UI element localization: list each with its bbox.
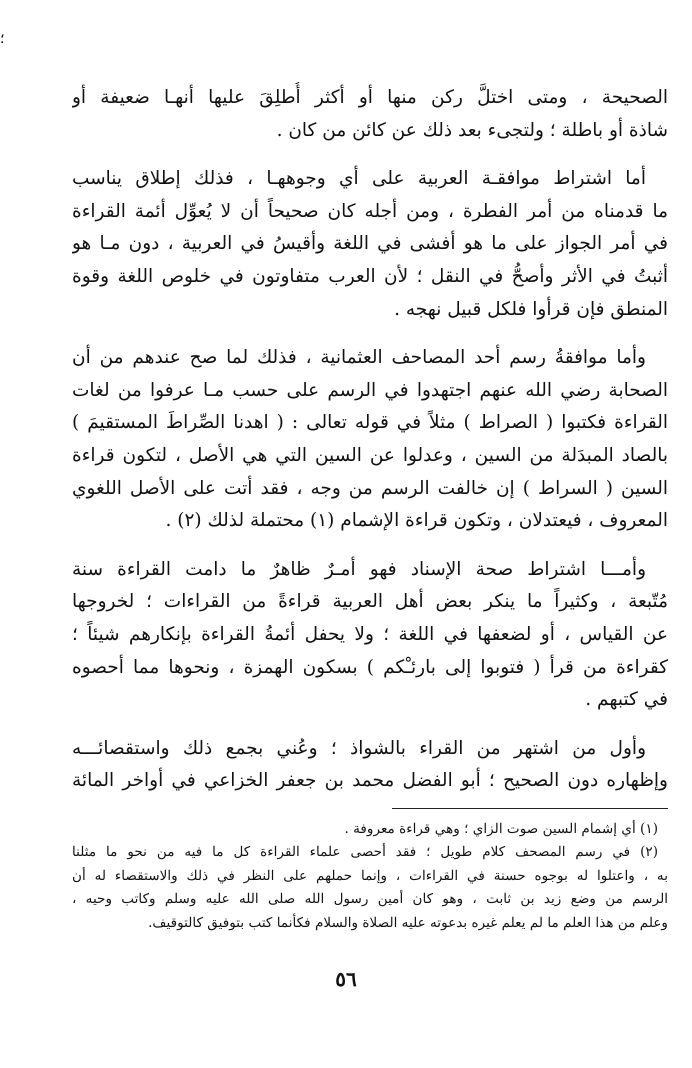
paragraph-gap [72, 147, 668, 163]
page-number: ٥٦ [335, 967, 357, 991]
body-text-line: المنطق فإن قرأوا فلكل قبيل نهجه . [394, 298, 668, 320]
body-text-line: في كتبهم . [585, 689, 668, 711]
body-text-line: شاذة أو باطلة ؛ ولتجىء بعد ذلك عن كائن من كان . [276, 119, 668, 141]
body-text-line: الصحيحة ، ومتى اختلَّ ركن منها أو أكثر أُطلِقَ عليها أنهـا ضعيفة أو [72, 87, 668, 108]
margin-mark: ؛ [0, 31, 5, 47]
body-text-line: في أمر الجواز على ما هو أفشى في اللغة وأقيسُ في العربية ، دون مـا هو [72, 233, 668, 255]
body-text-line: بالصاد المبدَلة من السين ، وعدلوا عن السين التي هي الأصل ، لتكون قراءة [72, 444, 668, 466]
body-text-line: المعروف ، فيعتدلان ، وتكون قراءة الإشمام (١) محتملة لذلك (٢) . [165, 510, 668, 532]
body-text-line: مُتّبعة ، وكثيراً ما ينكر بعض أهل العربية قراءةً من القراءات ؛ لخروجها [72, 591, 668, 613]
body-text-line: عن القياس ، أو لضعفها في اللغة ؛ ولا يحفل أئمةُ القراءة بإنكارهم شيئاً ؛ [72, 623, 668, 645]
body-text-line: الصحابة رضي الله عنهم اجتهدوا في الرسم على حسب مـا عرفوا من لغات [72, 379, 668, 401]
footnote-separator-rule [392, 808, 668, 809]
footnote-line: (١) أي إشمام السين صوت الزاي ؛ وهي قراءة معروفة . [344, 821, 658, 837]
body-text-line: وإظهاره دون الصحيح ؛ أبو الفضل محمد بن جعفر الخزاعي في أواخر المائة [72, 770, 668, 792]
footnotes-section [72, 818, 668, 935]
body-text-line: كقراءة من قرأ ( فتوبوا إلى بارئـْكم ) بسكون الهمزة ، ونحوها مما أحصوه [72, 656, 668, 678]
paragraph-gap [72, 326, 668, 342]
body-text-line: ما قدمناه من أمر الفطرة ، ومن أجله كان صحيحاً أن لا يُعوِّل أئمة القراءة [72, 200, 668, 222]
body-text-line: السين ( السراط ) إن خالفت الرسم من وجه ، فقد أتت على الأصل اللغوي [72, 477, 668, 499]
footnote-line: وعلم من هذا العلم ما لم يعلم غيره بدعوته عليه الصلاة والسلام فكأنما كتب بتوفيق كالتوقيف. [148, 914, 668, 931]
footnote-line: به ، واعتلوا له بوجوه حسنة في القراءات ، وإنما حملهم على النظر في ذلك والاستقصاء له أن [72, 867, 668, 884]
main-text-body [72, 82, 668, 798]
body-text-line: وأمـــا اشتراط صحة الإسناد فهو أمـرٌ ظاهرٌ ما دامت القراءة سنة [72, 558, 646, 580]
body-text-line: وأما موافقةُ رسم أحد المصاحف العثمانية ، فذلك لما صح عندهم من أن [72, 347, 646, 369]
footnote-line: (٢) في رسم المصحف كلام طويل ؛ فقد أحصى علماء القراءة كل ما فيه من نحو ما مثلنا [72, 844, 658, 861]
body-text-line: القراءة فكتبوا ( الصراط ) مثلاً في قوله تعالى : ( اهدنا الصِّراطَ المستقيمَ ) [72, 412, 668, 434]
paragraph-gap [72, 717, 668, 733]
paragraph-gap [72, 538, 668, 554]
footnote-line: الرسم من وضع زيد بن ثابت ، وهو كان أمين رسول الله صلى الله عليه وسلم وكاتب وحيه ، [72, 891, 668, 908]
body-text-line: أثبتُ في الأثر وأصحُّ في النقل ؛ لأن العرب متفاوتون في خلوص اللغة وقوة [72, 265, 668, 287]
body-text-line: أما اشتراط موافقـة العربية على أي وجوههـا ، فذلك إطلاق يناسب [72, 168, 646, 190]
body-text-line: وأول من اشتهر من القراء بالشواذ ؛ وعُني بجمع ذلك واستقصائـــه [72, 737, 646, 759]
